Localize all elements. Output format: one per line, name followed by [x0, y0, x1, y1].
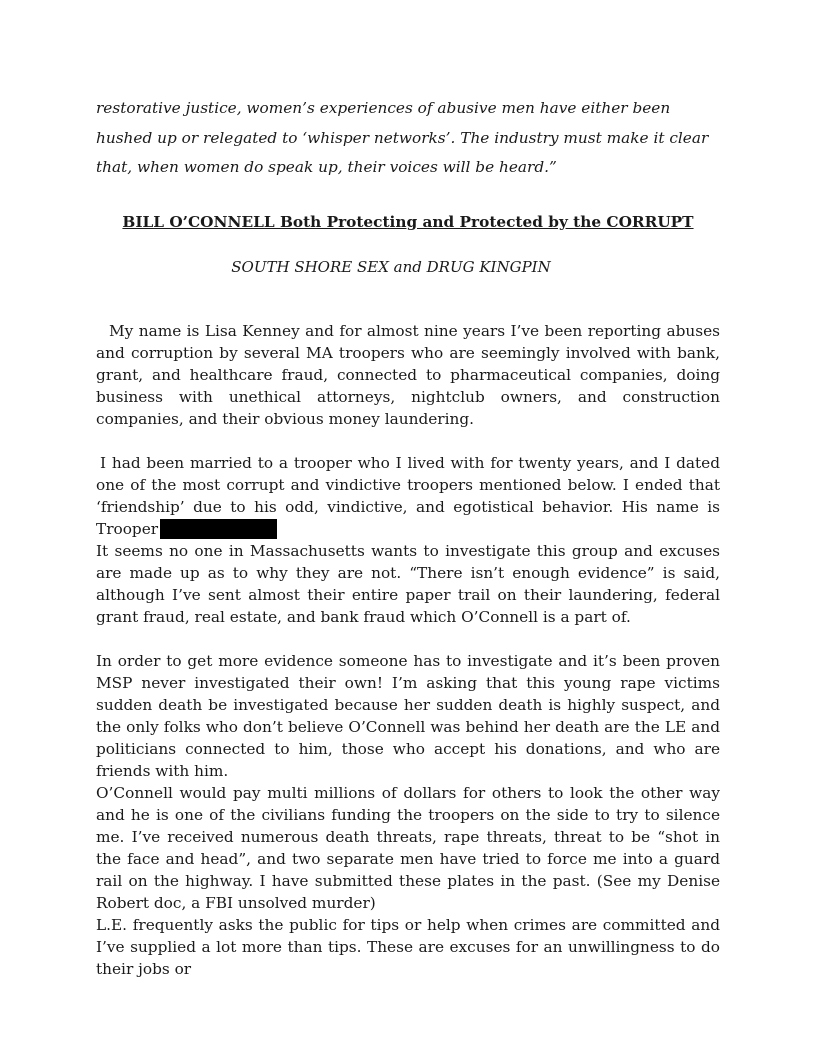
- paragraph-trooper-text: I had been married to a trooper who I lived with for twenty years, and I dated one of the most corrupt and vindictive troopers mentioned below. I ended that ‘friendship’ due to his odd, vindictive, and egotistical behavior. His name is Trooper: [96, 454, 720, 538]
- paragraph-tips: L.E. frequently asks the public for tips or help when crimes are committed and I’ve supplied a lot more than tips. These are excuses for an unwillingness to do their jobs or: [96, 916, 720, 978]
- section-subheading: SOUTH SHORE SEX and DRUG KINGPIN: [231, 258, 551, 276]
- redaction-box: [160, 519, 277, 539]
- paragraph-intro: My name is Lisa Kenney and for almost nine years I’ve been reporting abuses and corruption by several MA troopers who are seemingly involved with bank, grant, and healthcare fraud, connected to pharmaceutical companies, doing business with unethical attorneys, nightclub owners, and construction companies, and their obvious money laundering.: [96, 322, 720, 428]
- paragraph-investigation: It seems no one in Massachusetts wants to investigate this group and excuses are made up as to why they are not. “There isn’t enough evidence” is said, although I’ve sent almost their entire paper trail on their laundering, federal grant fraud, real estate, and bank fraud which O’Connell is a part of.: [96, 542, 720, 626]
- section-heading: BILL O’CONNELL Both Protecting and Protected by the CORRUPT: [122, 213, 694, 231]
- paragraph-threats: O’Connell would pay multi millions of dollars for others to look the other way and he is one of the civilians funding the troopers on the side to try to silence me. I’ve received numerous death threats, rape threats, threat to be “shot in the face and head”, and two separate men have tried to force me into a guard rail on the highway. I have submitted these plates in the past. (See my Denise Robert doc, a FBI unsolved murder): [96, 784, 720, 912]
- paragraph-evidence: In order to get more evidence someone has to investigate and it’s been proven MSP never investigated their own! I’m asking that this young rape victims sudden death be investigated because her sudden death is highly suspect, and the only folks who don’t believe O’Connell was behind her death are the LE and politicians connected to him, those who accept his donations, and who are friends with him.: [96, 652, 720, 780]
- quote-block: restorative justice, women’s experiences of abusive men have either been hushed up or relegated to ‘whisper networks’. The industry must make it clear that, when women do speak up, their voices will be heard.”: [96, 99, 709, 176]
- paragraph-trooper: [96, 452, 720, 540]
